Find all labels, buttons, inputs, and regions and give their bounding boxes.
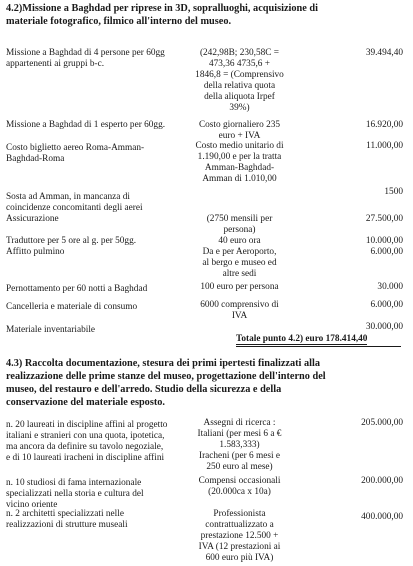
row-detail: 6000 comprensivo di — [200, 300, 279, 310]
section-43-heading-line-4: conservazione del materiale esposto. — [6, 397, 165, 408]
row-detail: della relativa quota — [203, 81, 276, 91]
row-detail: Costo giornaliero 235 — [198, 120, 281, 130]
row-detail: 1.190,00 e per la tratta — [197, 152, 282, 162]
row-detail: Costo medio unitario di — [195, 141, 284, 151]
row-label: Costo biglietto aereo Roma-Amman- — [6, 143, 145, 153]
row-label: n. 20 laureati in discipline affini al progetto — [6, 420, 168, 430]
row-amount: 16.920,00 — [365, 120, 403, 130]
row-detail: Da e per Aeroporto, — [202, 247, 277, 257]
row-label: Missione a Baghdad di 4 persone per 60gg — [6, 48, 165, 58]
row-detail: prestazione 12.500 + — [200, 531, 279, 541]
row-amount: 30.000 — [377, 282, 403, 292]
row-amount: 11.000,00 — [366, 141, 403, 151]
row-label: realizzazioni di strutture museali — [6, 520, 128, 530]
section-42-heading-line-1: 4.2)Missione a Baghdad per riprese in 3D, sopralluoghi, acquisizione di — [6, 3, 318, 14]
row-label: Baghdad-Roma — [6, 154, 65, 164]
row-amount: 27.500,00 — [365, 214, 403, 224]
row-detail: della aliquota Irpef — [204, 92, 275, 102]
row-detail: Amman-Baghdad- — [204, 163, 275, 173]
section-43-heading-line-1: 4.3) Raccolta documentazione, stesura dei primi ipertesti finalizzati alla — [6, 358, 320, 369]
row-label: n. 2 architetti specializzati nelle — [6, 509, 124, 519]
row-label: e di 10 laureati iracheni in discipline affini — [6, 453, 165, 463]
row-detail: 1.583,333) — [219, 440, 260, 450]
row-detail: 250 euro al mese) — [206, 462, 273, 472]
section-43-heading-line-2: realizzazione delle prime stanze del museo, progettazione dell'interno del — [6, 371, 326, 382]
total-underline — [236, 346, 401, 347]
row-detail: 100 euro per persona — [200, 282, 279, 292]
row-amount: 10.000,00 — [365, 236, 403, 246]
row-label: Cancelleria e materiale di consumo — [6, 302, 138, 312]
row-detail: 39%) — [229, 103, 250, 113]
row-label: coincidenze concomitanti degli aerei — [6, 203, 143, 213]
row-label: italiani e stranieri con una quota, ipotetica, — [6, 431, 165, 441]
row-amount: 39.494,40 — [365, 48, 403, 58]
row-label: Assicurazione — [6, 214, 59, 224]
row-detail: Iracheni (per 6 mesi e — [198, 451, 281, 461]
row-amount: 205.000,00 — [361, 418, 403, 428]
row-label: n. 10 studiosi di fama internazionale — [6, 478, 142, 488]
row-detail: Italiani (per mesi 6 a € — [197, 429, 282, 439]
row-detail: 600 euro più IVA) — [205, 553, 274, 563]
row-detail: (20.000ca x 10a) — [208, 487, 271, 497]
row-detail: contrattualizzato a — [205, 520, 274, 530]
row-detail: Amman di 1.010,00 — [202, 174, 277, 184]
row-detail: IVA — [231, 311, 248, 321]
row-detail: euro + IVA — [218, 131, 261, 141]
row-amount: 30.000,00 — [365, 322, 403, 332]
row-detail: 1846,8 = (Comprensivo — [195, 70, 284, 80]
row-label: Traduttore per 5 ore al g. per 50gg. — [6, 236, 137, 246]
row-amount: 1500 — [384, 187, 403, 197]
section-42-heading-line-2: materiale fotografico, filmico all'interno del museo. — [6, 16, 232, 27]
row-detail: IVA (12 prestazioni ai — [198, 542, 281, 552]
row-detail: Professionista — [213, 509, 266, 519]
row-label: ma ancora da definire su tavolo negoziale, — [6, 442, 164, 452]
row-label: Affitto pulmino — [6, 247, 65, 257]
section-43-heading-line-3: museo, del restauro e dell'arredo. Studio della sicurezza e della — [6, 384, 282, 395]
row-detail: (242,98B; 230,58C = — [199, 48, 280, 58]
row-label: Sosta ad Amman, in mancanza di — [6, 192, 130, 202]
row-detail: al bergo e museo ed — [202, 258, 277, 268]
row-label: Missione a Baghdad di 1 esperto per 60gg. — [6, 120, 166, 130]
row-label: specializzati nella storia e cultura del — [6, 489, 144, 499]
row-detail: altre sedi — [222, 269, 257, 279]
row-detail: Assegni di ricerca : — [203, 418, 276, 428]
row-amount: 400.000,00 — [361, 512, 403, 522]
row-detail: persona) — [223, 225, 256, 235]
row-detail: (2750 mensili per — [206, 214, 273, 224]
row-label: vicino oriente — [6, 500, 58, 510]
row-label: appartenenti ai gruppi b-c. — [6, 59, 105, 69]
section-42-total: Totale punto 4.2) euro 178.414,40 — [236, 334, 368, 344]
row-amount: 200.000,00 — [361, 476, 403, 486]
row-detail: 473,36 4735,6 + — [208, 59, 271, 69]
row-detail: Compensi occasionali — [198, 476, 281, 486]
row-label: Pernottamento per 60 notti a Baghdad — [6, 284, 148, 294]
row-detail: 40 euro ora — [218, 236, 261, 246]
row-amount: 6.000,00 — [370, 247, 403, 257]
row-label: Materiale inventariabile — [6, 325, 96, 335]
row-amount: 6.000,00 — [370, 300, 403, 310]
